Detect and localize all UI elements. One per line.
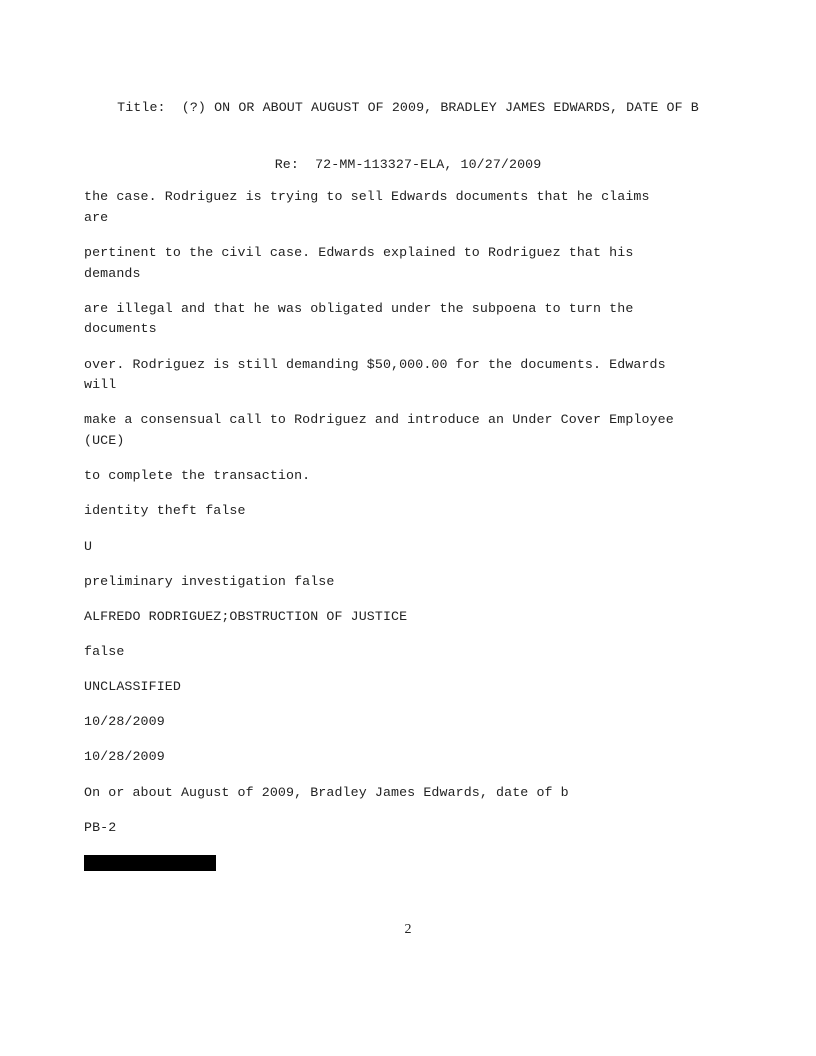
- body-text-line: 10/28/2009: [84, 714, 165, 729]
- body-text-line: 10/28/2009: [84, 749, 165, 764]
- body-text-line: On or about August of 2009, Bradley James Edwards, date of b: [84, 785, 569, 800]
- body-text-line: false: [84, 644, 125, 659]
- body-text-line: preliminary investigation false: [84, 574, 335, 589]
- body-text-line: (UCE): [84, 433, 125, 448]
- document-header: [0, 60, 816, 193]
- body-text-line: U: [84, 539, 93, 554]
- body-text-line: will: [84, 377, 117, 392]
- body-text-line: the case. Rodriguez is trying to sell Edwards documents that he claims: [84, 189, 650, 204]
- reference-line: Re: 72-MM-113327-ELA, 10/27/2009: [274, 157, 542, 172]
- body-text-line: make a consensual call to Rodriguez and introduce an Under Cover Employee: [84, 412, 674, 427]
- body-text-line: documents: [84, 321, 157, 336]
- body-text-line: pertinent to the civil case. Edwards explained to Rodriguez that his: [84, 245, 634, 260]
- body-text-line: PB-2: [84, 820, 117, 835]
- body-text-line: over. Rodriguez is still demanding $50,000.00 for the documents. Edwards: [84, 357, 666, 372]
- body-text-line: to complete the transaction.: [84, 468, 311, 483]
- body-text-line: are: [84, 210, 109, 225]
- body-text-line: identity theft false: [84, 503, 246, 518]
- body-text-line: demands: [84, 266, 141, 281]
- body-text-line: ALFREDO RODRIGUEZ;OBSTRUCTION OF JUSTICE: [84, 609, 408, 624]
- title-line: Title: (?) ON OR ABOUT AUGUST OF 2009, BRADLEY JAMES EDWARDS, DATE OF B: [117, 100, 699, 115]
- page-number: 2: [404, 922, 412, 937]
- body-text-line: UNCLASSIFIED: [84, 679, 181, 694]
- body-text-line: are illegal and that he was obligated under the subpoena to turn the: [84, 301, 634, 316]
- redaction-bar: [84, 855, 216, 871]
